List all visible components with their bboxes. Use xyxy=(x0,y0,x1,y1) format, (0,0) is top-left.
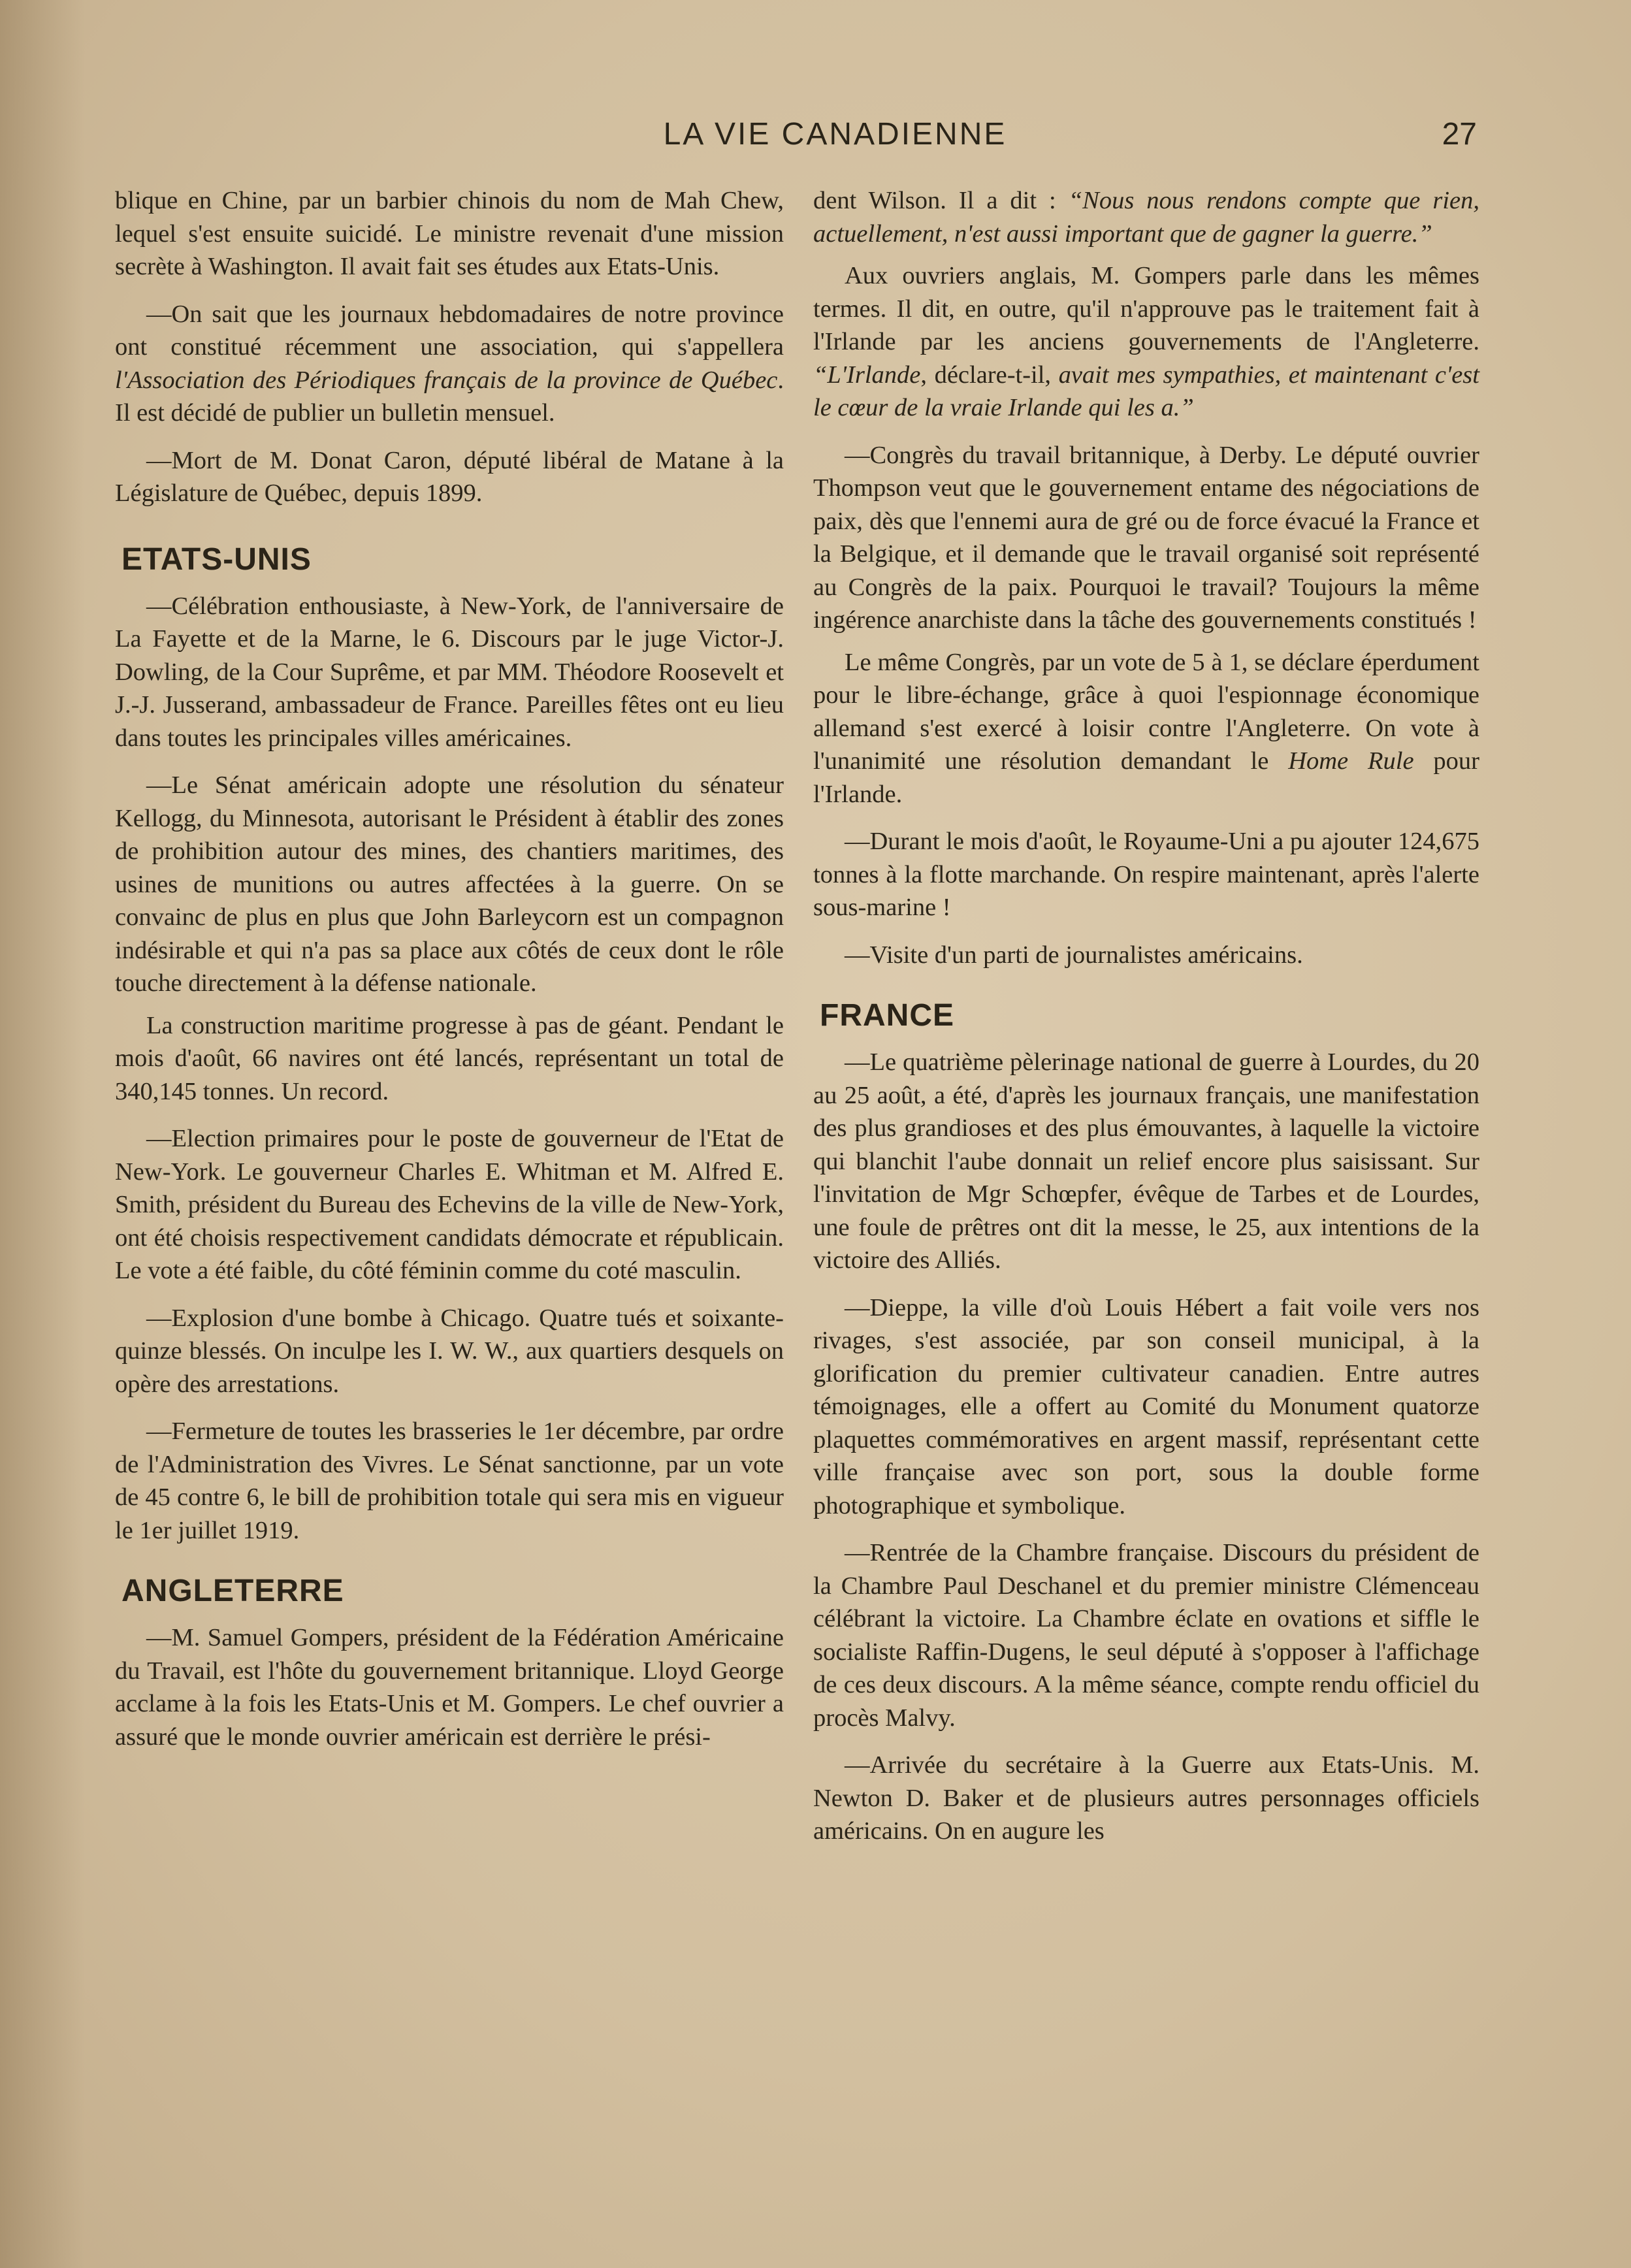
text-run: dent Wilson. Il a dit : xyxy=(813,187,1069,214)
paragraph: —Mort de M. Donat Caron, député libéral de Matane à la Législature de Québec, depuis 1899. xyxy=(115,446,784,507)
page-header xyxy=(0,116,1631,162)
page-number: 27 xyxy=(1442,117,1477,152)
paragraph: —Durant le mois d'août, le Royaume-Uni a pu ajouter 124,675 tonnes à la flotte marchande. On respire maintenant, après l'alerte sous-marine ! xyxy=(813,828,1479,921)
italic-quote: “Nous nous rendons compte que rien, actuellement, n'est aussi important que de gagner la guerre.” xyxy=(813,187,1479,248)
paragraph xyxy=(115,298,784,430)
italic-quote: avait mes sympathies, et maintenant c'est le cœur de la vraie Irlande qui les a.” xyxy=(813,361,1479,421)
paragraph: —Fermeture de toutes les brasseries le 1er décembre, par ordre de l'Administration des Vivres. Le Sénat sanctionne, par un vote de 45 contre 6, le bill de prohibition totale qui sera mis en vigueur le 1er juillet 1919. xyxy=(115,1418,784,1544)
paragraph: —Le Sénat américain adopte une résolution du sénateur Kellogg, du Minnesota, autorisant le Président à établir des zones de prohibition autour des mines, des chantiers maritimes, des usines de munitions ou autres affectées à la guerre. On se convainc de plus en plus que John Barleycorn est un compagnon indésirable et qui n'a pas sa place aux côtés de ceux dont le rôle touche directement à la défense nationale. xyxy=(115,771,784,997)
section-heading-etats-unis: ETATS-UNIS xyxy=(121,542,312,577)
italic-text: Home Rule xyxy=(1288,747,1414,775)
italic-text: “L'Irlande xyxy=(813,361,921,389)
left-column xyxy=(115,184,784,1768)
paragraph: La construction maritime progresse à pas de géant. Pendant le mois d'août, 66 navires ont été lancés, représentant un total de 340,145 tonnes. Un record. xyxy=(115,1011,784,1105)
paragraph: blique en Chine, par un barbier chinois du nom de Mah Chew, lequel s'est ensuite suicidé. Le ministre revenait d'une mission secrète à Washington. Il avait fait ses études aux Etats-Unis. xyxy=(115,187,784,280)
paragraph: —Célébration enthousiaste, à New-York, de l'anniversaire de La Fayette et de la Marne, le 6. Discours par le juge Victor-J. Dowling, de la Cour Suprême, et par MM. Théodore Roosevelt et J.-J. Jusserand, ambassadeur de France. Pareilles fêtes ont eu lieu dans toutes les principales villes américaines. xyxy=(115,592,784,752)
paragraph: —Election primaires pour le poste de gouverneur de l'Etat de New-York. Le gouverneur Charles E. Whitman et M. Alfred E. Smith, président du Bureau des Echevins de la ville de New-York, ont été choisis respectivement candidats démocrate et républicain. Le vote a été faible, du côté féminin comme du coté masculin. xyxy=(115,1125,784,1284)
paragraph: —M. Samuel Gompers, président de la Fédération Américaine du Travail, est l'hôte du gouvernement britannique. Lloyd George acclame à la fois les Etats-Unis et M. Gompers. Le chef ouvrier a assuré que le monde ouvrier américain est derrière le prési- xyxy=(115,1624,784,1751)
text-run: pour l'Irlande. xyxy=(813,747,1479,808)
paragraph xyxy=(813,646,1479,811)
paragraph: —Le quatrième pèlerinage national de guerre à Lourdes, du 20 au 25 août, a été, d'après les journaux français, une manifestation des plus grandioses et des plus émouvantes, à laquelle la victoire qui blanchit l'aube donnait un relief encore plus saisissant. Sur l'invitation de Mgr Schœpfer, évêque de Tarbes et de Lourdes, une foule de prêtres ont dit la messe, le 25, aux intentions de la victoire des Alliés. xyxy=(813,1048,1479,1274)
text-run: . Il est décidé de publier un bulletin mensuel. xyxy=(115,366,784,427)
paragraph: —Explosion d'une bombe à Chicago. Quatre tués et soixante-quinze blessés. On inculpe les I. W. W., aux quartiers desquels on opère des arrestations. xyxy=(115,1304,784,1398)
section-heading-angleterre: ANGLETERRE xyxy=(121,1574,344,1608)
paragraph xyxy=(813,259,1479,425)
paragraph: —Visite d'un parti de journalistes américains. xyxy=(845,941,1303,969)
italic-text: l'Association des Périodiques français de la province de Québec xyxy=(115,366,778,394)
paragraph: —Rentrée de la Chambre française. Discours du président de la Chambre Paul Deschanel et du premier ministre Clémenceau célébrant la victoire. La Chambre éclate en ovations et siffle le socialiste Raffin-Dugens, le seul député à s'opposer à l'affichage de ces deux discours. A la même séance, compte rendu officiel du procès Malvy. xyxy=(813,1539,1479,1732)
binding-shadow xyxy=(0,0,85,2268)
running-title: LA VIE CANADIENNE xyxy=(663,117,1007,152)
section-heading-france: FRANCE xyxy=(820,998,954,1033)
text-run: , déclare-t-il, xyxy=(920,361,1059,389)
text-run: Aux ouvriers anglais, M. Gompers parle dans les mêmes termes. Il dit, en outre, qu'il n'approuve pas le traitement fait à l'Irlande par les anciens gouvernements de l'Angleterre. xyxy=(813,262,1479,355)
text-run: —On sait que les journaux hebdomadaires de notre province ont constitué récemment une association, qui s'appellera xyxy=(115,300,784,361)
right-column xyxy=(813,184,1479,1862)
paragraph xyxy=(813,184,1479,250)
paragraph: —Arrivée du secrétaire à la Guerre aux Etats-Unis. M. Newton D. Baker et de plusieurs autres personnages officiels américains. On en augure les xyxy=(813,1751,1479,1845)
paragraph: —Dieppe, la ville d'où Louis Hébert a fait voile vers nos rivages, s'est associée, par son conseil municipal, à la glorification du premier cultivateur canadien. Entre autres témoignages, elle a offert au Comité du Monument quatorze plaquettes commémoratives en argent massif, représentant cette ville française avec son port, sous la double forme photographique et symbolique. xyxy=(813,1293,1479,1519)
text-run: Le même Congrès, par un vote de 5 à 1, se déclare éperdument pour le libre-échange, grâce à quoi l'espionnage économique allemand s'est exercé à loisir contre l'Angleterre. On vote à l'unanimité une résolution demandant le xyxy=(813,648,1479,775)
paragraph: —Congrès du travail britannique, à Derby. Le député ouvrier Thompson veut que le gouvernement entame des négociations de paix, dès que l'ennemi aura de gré ou de force évacué la France et la Belgique, et il demande que le travail organisé soit représenté au Congrès de la paix. Pourquoi le travail? Toujours la même ingérence anarchiste dans la tâche des gouvernements constitués ! xyxy=(813,441,1479,634)
